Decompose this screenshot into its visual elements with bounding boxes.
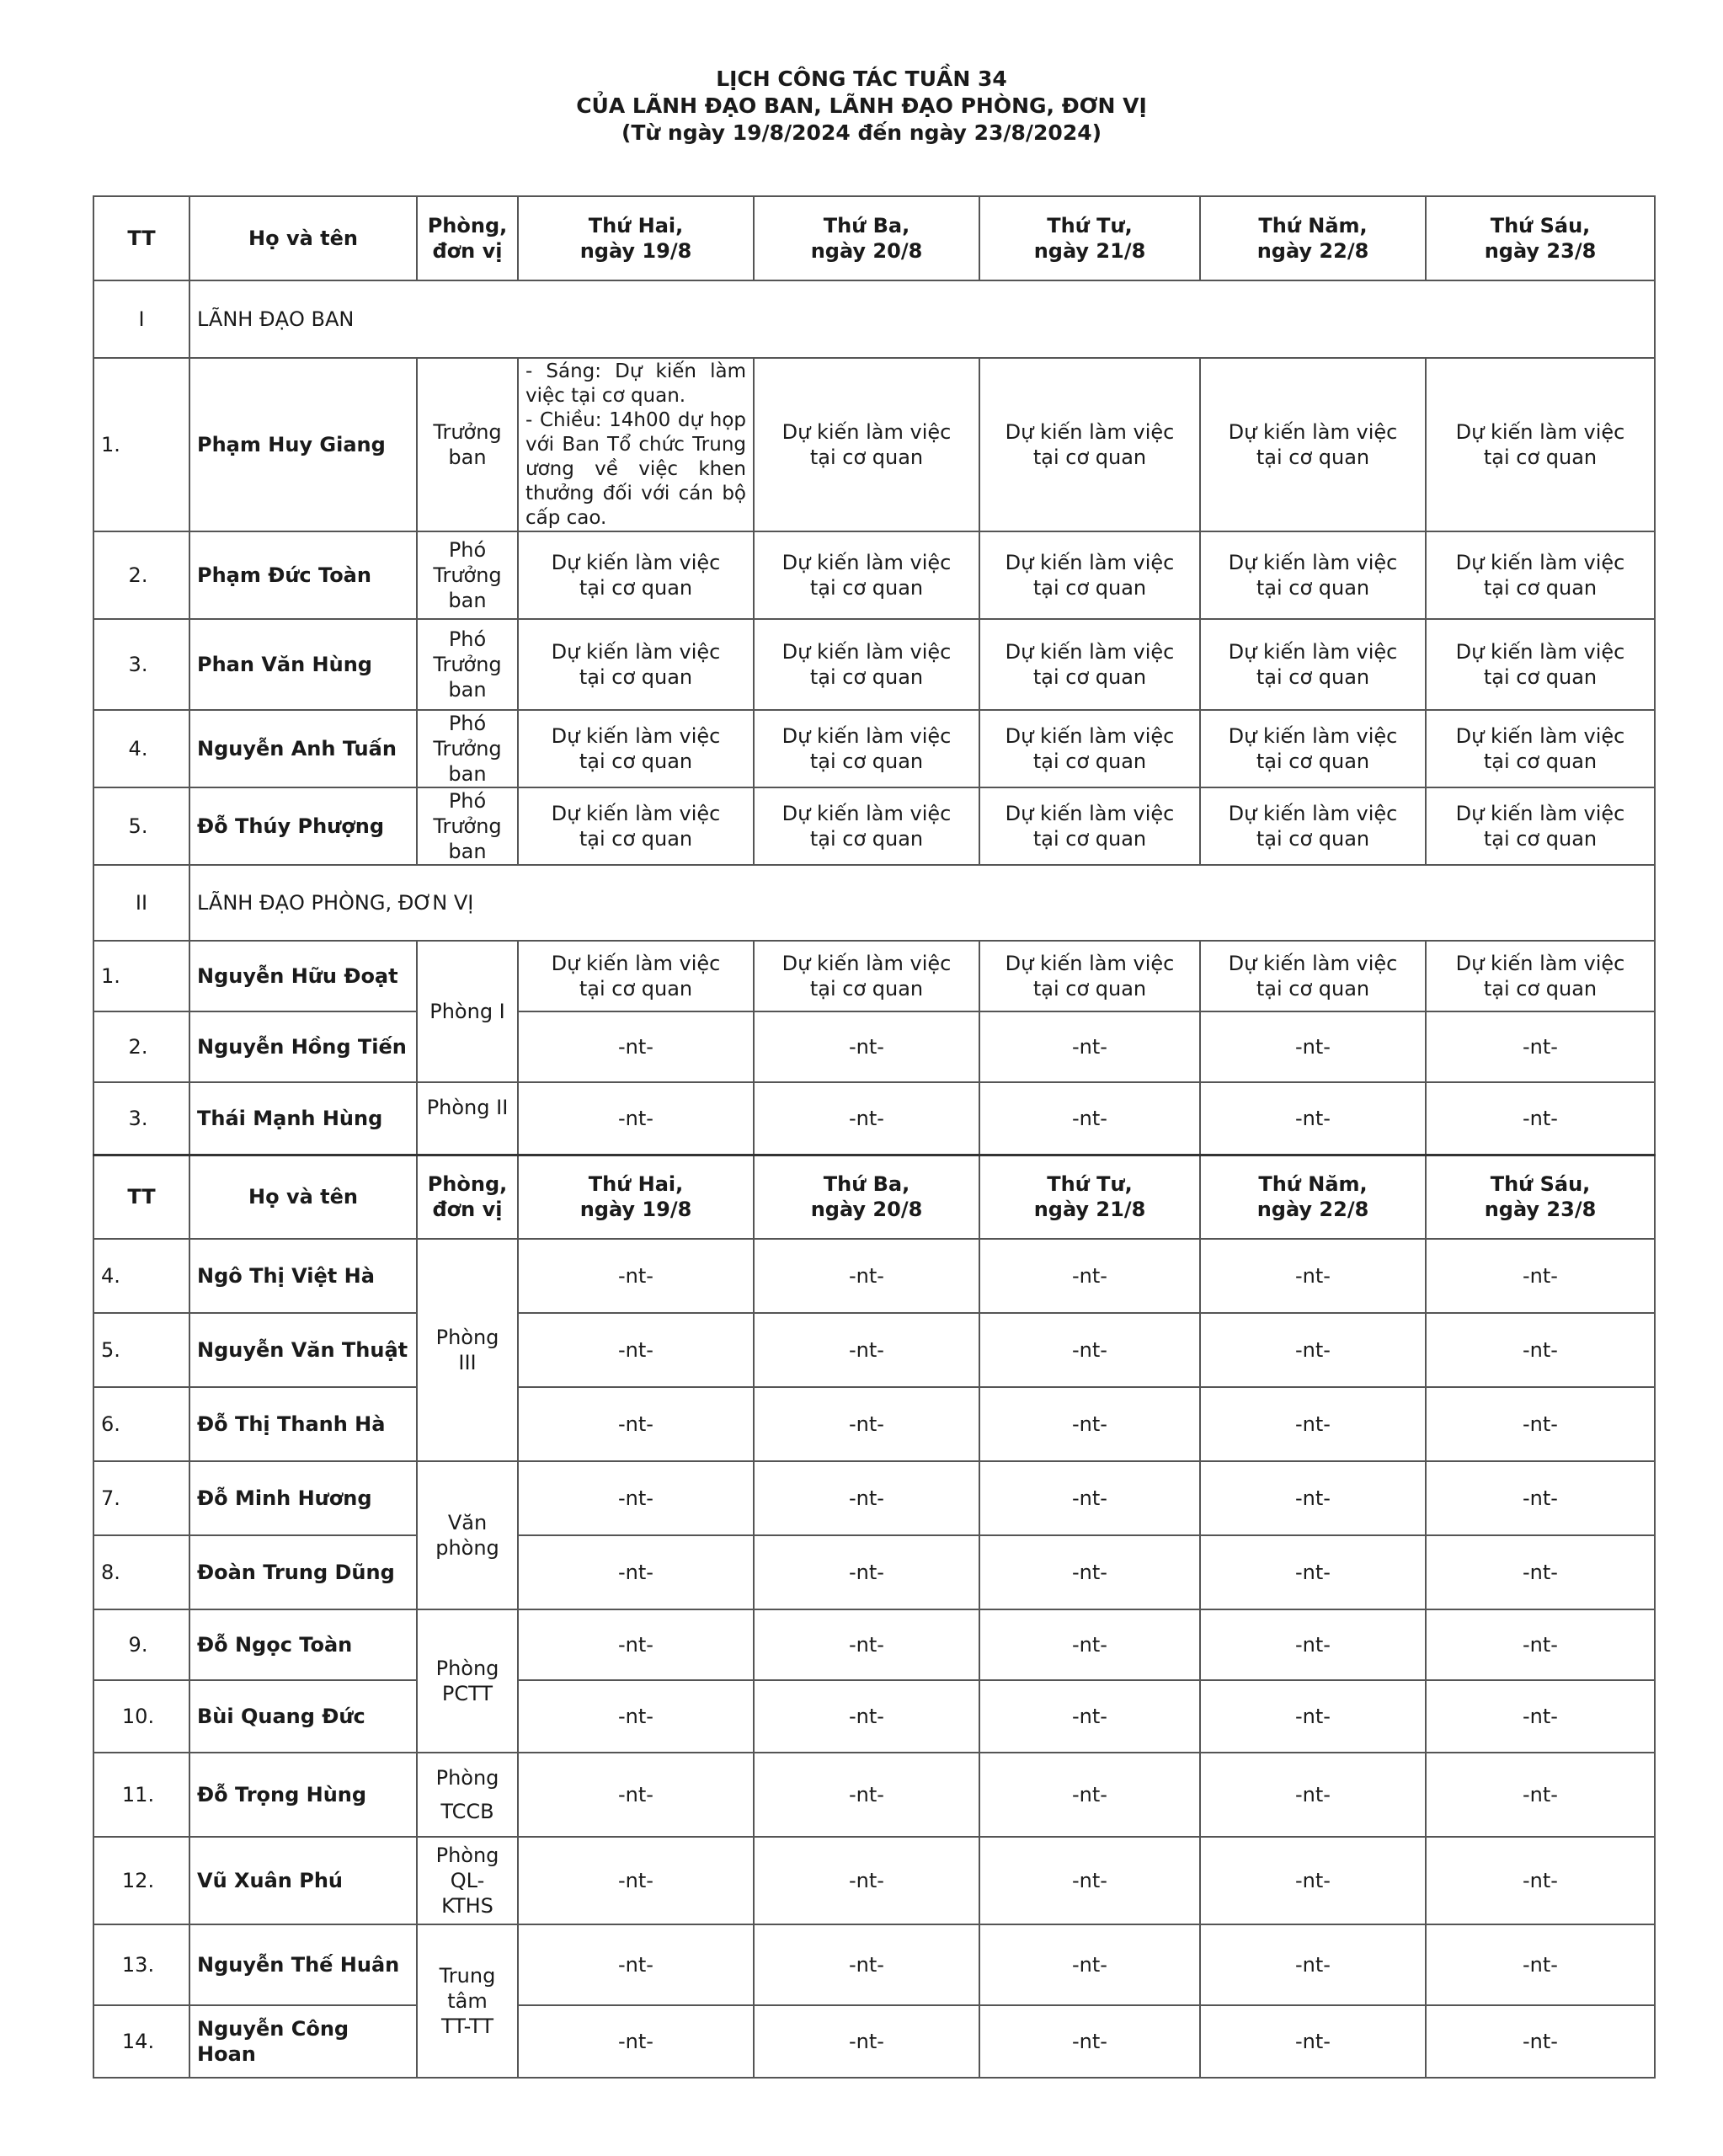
table-row — [93, 1082, 1655, 1155]
row-number: 12. — [93, 1837, 189, 1924]
table-row — [93, 1680, 1655, 1753]
row-number: 11. — [93, 1753, 189, 1837]
schedule-cell-tuesday: -nt- — [754, 2005, 979, 2078]
schedule-cell-monday: Dự kiến làm việc tại cơ quan — [518, 619, 754, 710]
row-number: 14. — [93, 2005, 189, 2078]
schedule-cell-tuesday: -nt- — [754, 1313, 979, 1387]
schedule-cell-wednesday: -nt- — [979, 1535, 1200, 1609]
row-number: 10. — [93, 1680, 189, 1753]
table-row — [93, 1011, 1655, 1082]
table-header-row-repeat — [93, 1155, 1655, 1239]
table-row — [93, 787, 1655, 865]
person-name: Vũ Xuân Phú — [189, 1837, 417, 1924]
schedule-cell-friday: Dự kiến làm việc tại cơ quan — [1426, 358, 1655, 531]
schedule-cell-tuesday: -nt- — [754, 1924, 979, 2005]
table-row — [93, 1609, 1655, 1680]
schedule-cell-monday: Dự kiến làm việc tại cơ quan — [518, 531, 754, 619]
table-row — [93, 710, 1655, 787]
schedule-cell-tuesday: -nt- — [754, 1753, 979, 1837]
schedule-cell-monday: -nt- — [518, 1535, 754, 1609]
unit-trung-tam-tt-tt: Trung tâm TT-TT — [417, 1924, 518, 2078]
table-row — [93, 1461, 1655, 1535]
title-line-3: (Từ ngày 19/8/2024 đến ngày 23/8/2024) — [621, 120, 1102, 145]
person-unit: Phó Trưởng ban — [417, 531, 518, 619]
unit-phong-2: Phòng II — [417, 1082, 518, 1155]
header-friday: Thứ Sáu, ngày 23/8 — [1426, 196, 1655, 280]
row-number: 1. — [93, 358, 189, 531]
schedule-cell-tuesday: -nt- — [754, 1535, 979, 1609]
unit-tccb: Phòng TCCB — [417, 1753, 518, 1837]
schedule-cell-monday: -nt- — [518, 1924, 754, 2005]
schedule-cell-tuesday: Dự kiến làm việc tại cơ quan — [754, 941, 979, 1011]
section-row — [93, 280, 1655, 358]
schedule-cell-wednesday: Dự kiến làm việc tại cơ quan — [979, 531, 1200, 619]
schedule-cell-friday: -nt- — [1426, 1239, 1655, 1313]
schedule-cell-friday: -nt- — [1426, 2005, 1655, 2078]
schedule-cell-wednesday: -nt- — [979, 1082, 1200, 1155]
table-row — [93, 358, 1655, 531]
person-name: Đỗ Thúy Phượng — [189, 787, 417, 865]
schedule-cell-friday: -nt- — [1426, 1535, 1655, 1609]
schedule-cell-tuesday: -nt- — [754, 1609, 979, 1680]
person-name: Thái Mạnh Hùng — [189, 1082, 417, 1155]
row-number: 7. — [93, 1461, 189, 1535]
schedule-cell-monday: -nt- — [518, 1680, 754, 1753]
schedule-cell-monday: Dự kiến làm việc tại cơ quan — [518, 787, 754, 865]
row-number: 8. — [93, 1535, 189, 1609]
schedule-cell-friday: Dự kiến làm việc tại cơ quan — [1426, 619, 1655, 710]
schedule-cell-monday: Dự kiến làm việc tại cơ quan — [518, 710, 754, 787]
schedule-cell-monday: -nt- — [518, 1753, 754, 1837]
person-name: Nguyễn Văn Thuật — [189, 1313, 417, 1387]
person-name: Nguyễn Anh Tuấn — [189, 710, 417, 787]
table-row — [93, 1239, 1655, 1313]
table-row — [93, 1753, 1655, 1837]
schedule-cell-monday: -nt- — [518, 1313, 754, 1387]
schedule-cell-wednesday: Dự kiến làm việc tại cơ quan — [979, 787, 1200, 865]
schedule-cell-thursday: Dự kiến làm việc tại cơ quan — [1200, 787, 1426, 865]
person-name: Nguyễn Thế Huân — [189, 1924, 417, 2005]
header-name: Họ và tên — [189, 1155, 417, 1239]
schedule-cell-thursday: -nt- — [1200, 1461, 1426, 1535]
person-name: Phạm Huy Giang — [189, 358, 417, 531]
schedule-cell-thursday: -nt- — [1200, 1313, 1426, 1387]
header-friday: Thứ Sáu, ngày 23/8 — [1426, 1155, 1655, 1239]
table-row — [93, 1387, 1655, 1461]
person-name: Đỗ Ngọc Toàn — [189, 1609, 417, 1680]
row-number: 5. — [93, 787, 189, 865]
schedule-cell-thursday: -nt- — [1200, 1082, 1426, 1155]
table-header-row — [93, 196, 1655, 280]
schedule-cell-thursday: -nt- — [1200, 1680, 1426, 1753]
schedule-cell-monday: -nt- — [518, 1609, 754, 1680]
person-name: Ngô Thị Việt Hà — [189, 1239, 417, 1313]
section-label: LÃNH ĐẠO PHÒNG, ĐƠN VỊ — [189, 865, 1655, 941]
person-name: Đoàn Trung Dũng — [189, 1535, 417, 1609]
schedule-cell-wednesday: -nt- — [979, 1313, 1200, 1387]
person-unit: Phó Trưởng ban — [417, 710, 518, 787]
person-name: Phạm Đức Toàn — [189, 531, 417, 619]
schedule-cell-wednesday: -nt- — [979, 1609, 1200, 1680]
schedule-cell-thursday: Dự kiến làm việc tại cơ quan — [1200, 358, 1426, 531]
row-number: 13. — [93, 1924, 189, 2005]
schedule-cell-monday: -nt- — [518, 1011, 754, 1082]
header-wednesday: Thứ Tư, ngày 21/8 — [979, 196, 1200, 280]
table-row — [93, 1837, 1655, 1924]
row-number: 4. — [93, 710, 189, 787]
unit-ql-kths: Phòng QL- KTHS — [417, 1837, 518, 1924]
table-row — [93, 2005, 1655, 2078]
schedule-cell-monday: -nt- — [518, 2005, 754, 2078]
schedule-cell-tuesday: -nt- — [754, 1680, 979, 1753]
schedule-cell-wednesday: Dự kiến làm việc tại cơ quan — [979, 358, 1200, 531]
schedule-cell-friday: -nt- — [1426, 1753, 1655, 1837]
schedule-cell-monday: -nt- — [518, 1387, 754, 1461]
schedule-cell-thursday: -nt- — [1200, 1535, 1426, 1609]
header-tuesday: Thứ Ba, ngày 20/8 — [754, 1155, 979, 1239]
person-name: Bùi Quang Đức — [189, 1680, 417, 1753]
schedule-cell-friday: Dự kiến làm việc tại cơ quan — [1426, 941, 1655, 1011]
unit-pctt: Phòng PCTT — [417, 1609, 518, 1753]
table-row — [93, 1535, 1655, 1609]
schedule-cell-monday: -nt- — [518, 1239, 754, 1313]
schedule-cell-monday: -nt- — [518, 1837, 754, 1924]
schedule-cell-tuesday: -nt- — [754, 1011, 979, 1082]
schedule-cell-tuesday: Dự kiến làm việc tại cơ quan — [754, 358, 979, 531]
schedule-cell-wednesday: -nt- — [979, 1239, 1200, 1313]
table-row — [93, 941, 1655, 1011]
schedule-cell-thursday: -nt- — [1200, 2005, 1426, 2078]
row-number: 3. — [93, 1082, 189, 1155]
header-wednesday: Thứ Tư, ngày 21/8 — [979, 1155, 1200, 1239]
schedule-cell-tuesday: Dự kiến làm việc tại cơ quan — [754, 531, 979, 619]
header-unit: Phòng, đơn vị — [417, 196, 518, 280]
section-label: LÃNH ĐẠO BAN — [189, 280, 1655, 358]
person-unit: Phó Trưởng ban — [417, 787, 518, 865]
schedule-cell-tuesday: -nt- — [754, 1082, 979, 1155]
header-monday: Thứ Hai, ngày 19/8 — [518, 1155, 754, 1239]
table-row — [93, 1924, 1655, 2005]
schedule-cell-friday: -nt- — [1426, 1011, 1655, 1082]
row-number: 4. — [93, 1239, 189, 1313]
person-name: Đỗ Trọng Hùng — [189, 1753, 417, 1837]
schedule-cell-monday: -nt- — [518, 1082, 754, 1155]
schedule-cell-thursday: Dự kiến làm việc tại cơ quan — [1200, 710, 1426, 787]
person-name: Phan Văn Hùng — [189, 619, 417, 710]
schedule-cell-friday: Dự kiến làm việc tại cơ quan — [1426, 710, 1655, 787]
header-tuesday: Thứ Ba, ngày 20/8 — [754, 196, 979, 280]
person-unit: Phó Trưởng ban — [417, 619, 518, 710]
row-number: 2. — [93, 1011, 189, 1082]
row-number: 5. — [93, 1313, 189, 1387]
schedule-cell-tuesday: Dự kiến làm việc tại cơ quan — [754, 710, 979, 787]
schedule-cell-wednesday: -nt- — [979, 1011, 1200, 1082]
unit-phong-1: Phòng I — [417, 941, 518, 1082]
schedule-cell-friday: -nt- — [1426, 1924, 1655, 2005]
section-number: II — [93, 865, 189, 941]
schedule-cell-wednesday: -nt- — [979, 1387, 1200, 1461]
schedule-cell-friday: Dự kiến làm việc tại cơ quan — [1426, 787, 1655, 865]
schedule-cell-wednesday: Dự kiến làm việc tại cơ quan — [979, 619, 1200, 710]
schedule-cell-wednesday: -nt- — [979, 1837, 1200, 1924]
header-thursday: Thứ Năm, ngày 22/8 — [1200, 1155, 1426, 1239]
person-name: Đỗ Thị Thanh Hà — [189, 1387, 417, 1461]
schedule-cell-thursday: -nt- — [1200, 1011, 1426, 1082]
schedule-cell-monday: Dự kiến làm việc tại cơ quan — [518, 941, 754, 1011]
table-row — [93, 619, 1655, 710]
header-unit: Phòng, đơn vị — [417, 1155, 518, 1239]
schedule-cell-wednesday: -nt- — [979, 1680, 1200, 1753]
row-number: 3. — [93, 619, 189, 710]
schedule-cell-friday: -nt- — [1426, 1461, 1655, 1535]
table-row — [93, 1313, 1655, 1387]
schedule-cell-friday: Dự kiến làm việc tại cơ quan — [1426, 531, 1655, 619]
schedule-cell-wednesday: -nt- — [979, 1924, 1200, 2005]
schedule-cell-friday: -nt- — [1426, 1313, 1655, 1387]
row-number: 1. — [93, 941, 189, 1011]
schedule-cell-friday: -nt- — [1426, 1680, 1655, 1753]
schedule-cell-thursday: -nt- — [1200, 1609, 1426, 1680]
person-name: Đỗ Minh Hương — [189, 1461, 417, 1535]
title-line-1: LỊCH CÔNG TÁC TUẦN 34 — [716, 67, 1007, 91]
schedule-cell-tuesday: -nt- — [754, 1387, 979, 1461]
schedule-cell-thursday: Dự kiến làm việc tại cơ quan — [1200, 531, 1426, 619]
person-name: Nguyễn Công Hoan — [189, 2005, 417, 2078]
schedule-cell-thursday: -nt- — [1200, 1387, 1426, 1461]
title-line-2: CỦA LÃNH ĐẠO BAN, LÃNH ĐẠO PHÒNG, ĐƠN VỊ — [576, 93, 1147, 118]
row-number: 9. — [93, 1609, 189, 1680]
unit-phong-3: Phòng III — [417, 1239, 518, 1461]
schedule-cell-friday: -nt- — [1426, 1387, 1655, 1461]
header-monday: Thứ Hai, ngày 19/8 — [518, 196, 754, 280]
person-unit: Trưởng ban — [417, 358, 518, 531]
schedule-cell-monday: - Sáng: Dự kiến làm việc tại cơ quan. - Chiều: 14h00 dự họp với Ban Tổ chức Trung ương về việc khen thưởng đối với cán bộ cấp cao. — [518, 358, 754, 531]
unit-van-phong: Văn phòng — [417, 1461, 518, 1609]
row-number: 6. — [93, 1387, 189, 1461]
row-number: 2. — [93, 531, 189, 619]
schedule-cell-wednesday: -nt- — [979, 2005, 1200, 2078]
document-title — [0, 66, 1723, 147]
schedule-cell-tuesday: Dự kiến làm việc tại cơ quan — [754, 787, 979, 865]
schedule-cell-tuesday: -nt- — [754, 1461, 979, 1535]
schedule-cell-thursday: -nt- — [1200, 1837, 1426, 1924]
schedule-cell-tuesday: Dự kiến làm việc tại cơ quan — [754, 619, 979, 710]
person-name: Nguyễn Hồng Tiến — [189, 1011, 417, 1082]
schedule-cell-thursday: -nt- — [1200, 1924, 1426, 2005]
schedule-cell-friday: -nt- — [1426, 1082, 1655, 1155]
header-tt: TT — [93, 1155, 189, 1239]
schedule-cell-friday: -nt- — [1426, 1609, 1655, 1680]
header-tt: TT — [93, 196, 189, 280]
section-number: I — [93, 280, 189, 358]
table-row — [93, 531, 1655, 619]
schedule-cell-wednesday: Dự kiến làm việc tại cơ quan — [979, 941, 1200, 1011]
schedule-cell-tuesday: -nt- — [754, 1837, 979, 1924]
schedule-cell-thursday: Dự kiến làm việc tại cơ quan — [1200, 941, 1426, 1011]
schedule-cell-monday: -nt- — [518, 1461, 754, 1535]
schedule-cell-thursday: -nt- — [1200, 1753, 1426, 1837]
schedule-cell-wednesday: -nt- — [979, 1461, 1200, 1535]
schedule-cell-friday: -nt- — [1426, 1837, 1655, 1924]
schedule-cell-tuesday: -nt- — [754, 1239, 979, 1313]
header-thursday: Thứ Năm, ngày 22/8 — [1200, 196, 1426, 280]
schedule-cell-wednesday: -nt- — [979, 1753, 1200, 1837]
person-name: Nguyễn Hữu Đoạt — [189, 941, 417, 1011]
header-name: Họ và tên — [189, 196, 417, 280]
schedule-cell-wednesday: Dự kiến làm việc tại cơ quan — [979, 710, 1200, 787]
section-row — [93, 865, 1655, 941]
schedule-cell-thursday: Dự kiến làm việc tại cơ quan — [1200, 619, 1426, 710]
schedule-table — [93, 195, 1656, 2079]
schedule-cell-thursday: -nt- — [1200, 1239, 1426, 1313]
